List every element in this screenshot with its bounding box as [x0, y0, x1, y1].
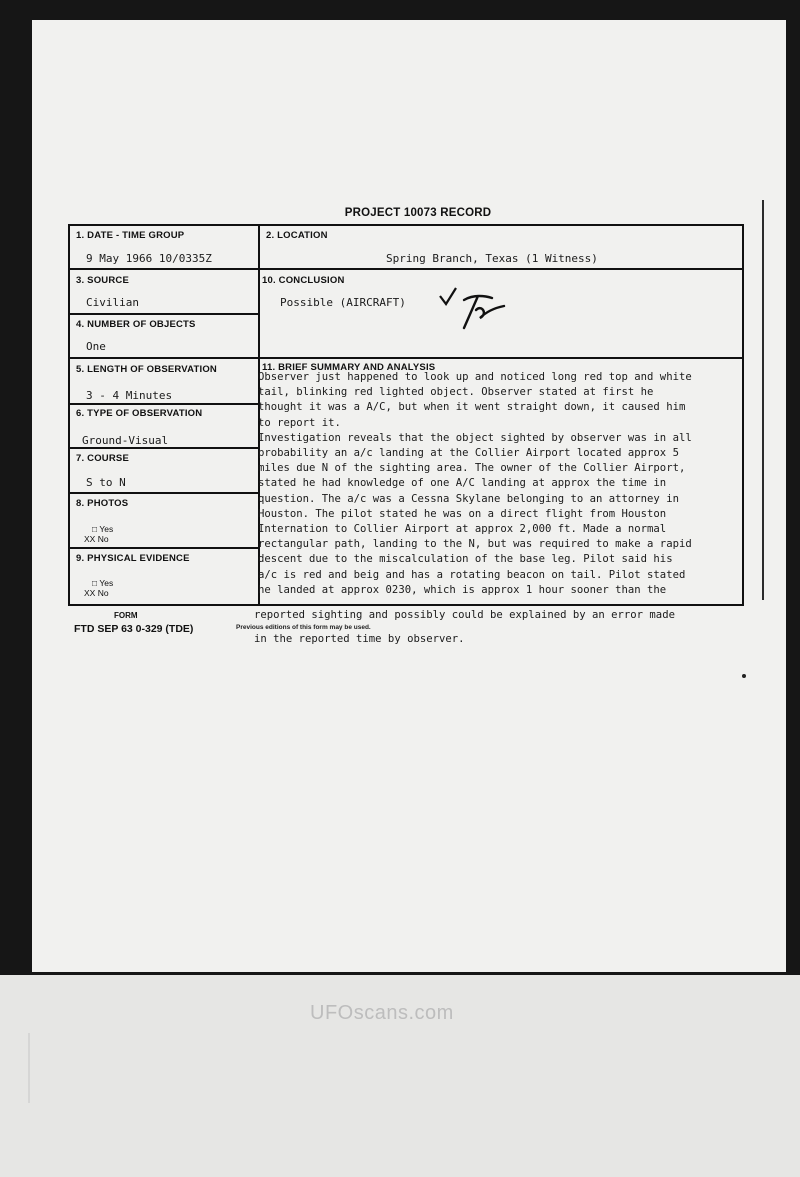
- summary-line: to report it.: [258, 416, 341, 429]
- type-of-observation-value: Ground-Visual: [82, 434, 169, 447]
- physical-evidence-yes-option: □ Yes: [92, 578, 114, 588]
- location-label: 2. LOCATION: [266, 230, 328, 241]
- photos-no-label: No: [97, 534, 109, 544]
- summary-line: probability an a/c landing at the Collier Airport located approx 5: [258, 447, 679, 460]
- photos-yes-label: Yes: [99, 524, 114, 534]
- photos-no-mark: XX: [84, 534, 96, 544]
- summary-line: tail, blinking red lighted object. Observer stated at first he: [258, 386, 654, 399]
- summary-line: in the reported time by observer.: [254, 633, 465, 646]
- summary-label: 11. BRIEF SUMMARY AND ANALYSIS: [262, 362, 436, 373]
- row-divider: [258, 357, 744, 359]
- length-of-observation-label: 5. LENGTH OF OBSERVATION: [76, 364, 217, 375]
- length-of-observation-value: 3 - 4 Minutes: [86, 389, 173, 402]
- row-divider: [70, 403, 258, 405]
- scuff-mark: [28, 1033, 90, 1103]
- row-divider: [70, 313, 258, 315]
- row-divider: [70, 447, 258, 449]
- row-divider: [70, 357, 258, 359]
- watermark: UFOscans.com: [310, 1002, 454, 1024]
- photos-yes-option: □ Yes: [92, 524, 114, 534]
- summary-line: Internation to Collier Airport at approx 2,000 ft. Made a normal: [258, 523, 667, 536]
- summary-line: Houston. The pilot stated he was on a direct flight from Houston: [258, 507, 667, 520]
- location-value: Spring Branch, Texas (1 Witness): [386, 252, 598, 265]
- previous-editions-note: Previous editions of this form may be used.: [236, 624, 371, 631]
- summary-line: descent due to the miscalculation of the base leg. Pilot said his: [258, 553, 673, 566]
- row-divider: [70, 268, 258, 270]
- summary-line: Investigation reveals that the object sighted by observer was in all: [258, 431, 692, 444]
- conclusion-value: Possible (AIRCRAFT): [280, 296, 406, 309]
- source-value: Civilian: [86, 296, 139, 309]
- summary-line: Observer just happened to look up and noticed long red top and white: [258, 371, 692, 383]
- summary-line: a/c is red and beig and has a rotating beacon on tail. Pilot stated: [258, 568, 686, 581]
- summary-line: stated he had knowledge of one A/C landing at approx the time in: [258, 477, 667, 490]
- number-of-objects-label: 4. NUMBER OF OBJECTS: [76, 319, 196, 330]
- summary-line: reported sighting and possibly could be explained by an error made: [254, 608, 675, 621]
- physical-evidence-no-option: [84, 588, 109, 598]
- form-word: FORM: [114, 611, 138, 620]
- date-time-value: 9 May 1966 10/0335Z: [86, 252, 212, 265]
- summary-line: he landed at approx 0230, which is approx 1 hour sooner than the: [258, 583, 667, 596]
- summary-line: question. The a/c was a Cessna Skylane belonging to an attorney in: [258, 492, 679, 505]
- row-divider: [258, 268, 744, 270]
- speck: [742, 674, 746, 678]
- form-number: FTD SEP 63 0-329 (TDE): [74, 623, 194, 635]
- summary-line: miles due N of the sighting area. The owner of the Collier Airport,: [258, 462, 686, 475]
- summary-line: rectangular path, landing to the N, but was required to make a rapid: [258, 538, 692, 551]
- record-title: PROJECT 10073 RECORD: [344, 207, 492, 219]
- physical-evidence-no-label: No: [97, 588, 109, 598]
- physical-evidence-yes-label: Yes: [99, 578, 114, 588]
- summary-text: [258, 370, 750, 598]
- row-divider: [70, 547, 258, 549]
- conclusion-label: 10. CONCLUSION: [262, 275, 345, 286]
- physical-evidence-no-mark: XX: [84, 588, 96, 598]
- number-of-objects-value: One: [86, 340, 106, 353]
- course-label: 7. COURSE: [76, 453, 130, 464]
- handwritten-check-icon: [434, 284, 514, 332]
- type-of-observation-label: 6. TYPE OF OBSERVATION: [76, 408, 203, 419]
- source-label: 3. SOURCE: [76, 275, 130, 286]
- date-time-label: 1. DATE - TIME GROUP: [76, 230, 185, 241]
- row-divider: [70, 492, 258, 494]
- physical-evidence-label: 9. PHYSICAL EVIDENCE: [76, 553, 190, 564]
- photos-no-option: [84, 534, 109, 544]
- summary-line: thought it was a A/C, but when it went straight down, it caused him: [258, 401, 686, 414]
- right-edge-line: [762, 200, 764, 600]
- photos-label: 8. PHOTOS: [76, 498, 129, 509]
- record-form: [68, 224, 744, 606]
- course-value: S to N: [86, 476, 126, 489]
